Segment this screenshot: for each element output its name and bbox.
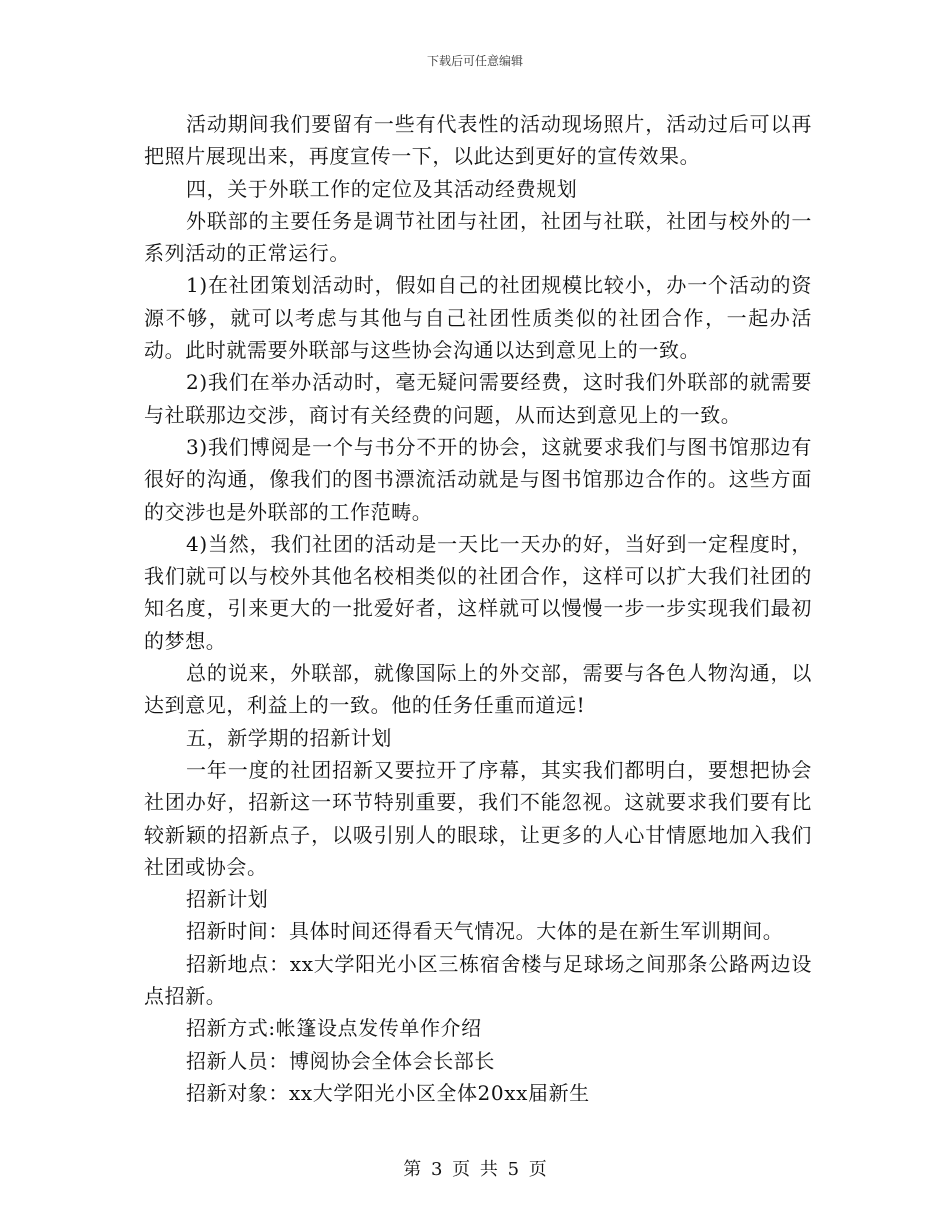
paragraph-photo-publicity: 活动期间我们要留有一些有代表性的活动现场照片，活动过后可以再把照片展现出来，再度宣传一下，以此达到更好的宣传效果。 xyxy=(144,112,812,169)
section-heading-recruitment: 五，新学期的招新计划 xyxy=(186,725,392,750)
subheading-recruitment-plan: 招新计划 xyxy=(186,887,269,912)
recruitment-staff: 招新人员：博阅协会全体会长部长 xyxy=(186,1048,495,1073)
page-number-footer: 第 3 页 共 5 页 xyxy=(403,1159,547,1180)
paragraph-point-1: 1)在社团策划活动时，假如自己的社团规模比较小，办一个活动的资源不够，就可以考虑与其他与自己社团性质类似的社团合作，一起办活动。此时就需要外联部与这些协会沟通以达到意见上的一致。 xyxy=(144,273,812,363)
recruitment-time: 招新时间：具体时间还得看天气情况。大体的是在新生军训期间。 xyxy=(186,919,784,944)
paragraph-recruitment-intro: 一年一度的社团招新又要拉开了序幕，其实我们都明白，要想把协会社团办好，招新这一环节特别重要，我们不能忽视。这就要求我们要有比较新颖的招新点子，以吸引别人的眼球，让更多的人心甘情愿地加入我们社团或协会。 xyxy=(144,757,812,879)
recruitment-target: 招新对象：xx大学阳光小区全体20xx届新生 xyxy=(186,1080,590,1105)
paragraph-point-2: 2)我们在举办活动时，毫无疑问需要经费，这时我们外联部的就需要与社联那边交涉，商讨有关经费的问题，从而达到意见上的一致。 xyxy=(144,370,812,427)
recruitment-method: 招新方式:帐篷设点发传单作介绍 xyxy=(186,1016,482,1041)
page-header: 下载后可任意编辑 xyxy=(426,54,523,68)
paragraph-liaison-task: 外联部的主要任务是调节社团与社团，社团与社联，社团与校外的一系列活动的正常运行。 xyxy=(144,208,812,266)
paragraph-point-3: 3)我们博阅是一个与书分不开的协会，这就要求我们与图书馆那边有很好的沟通，像我们的图书漂流活动就是与图书馆那边合作的。这些方面的交涉也是外联部的工作范畴。 xyxy=(144,434,812,524)
recruitment-location: 招新地点：xx大学阳光小区三栋宿舍楼与足球场之间那条公路两边设点招新。 xyxy=(144,951,812,1009)
section-heading-liaison: 四，关于外联工作的定位及其活动经费规划 xyxy=(186,176,578,201)
paragraph-summary: 总的说来，外联部，就像国际上的外交部，需要与各色人物沟通，以达到意见，利益上的一致。他的任务任重而道远! xyxy=(144,661,812,718)
paragraph-point-4: 4)当然，我们社团的活动是一天比一天办的好，当好到一定程度时，我们就可以与校外其他名校相类似的社团合作，这样可以扩大我们社团的知名度，引来更大的一批爱好者，这样就可以慢慢一步一步实现我们最初的梦想。 xyxy=(144,531,812,653)
document-body xyxy=(144,108,812,1109)
